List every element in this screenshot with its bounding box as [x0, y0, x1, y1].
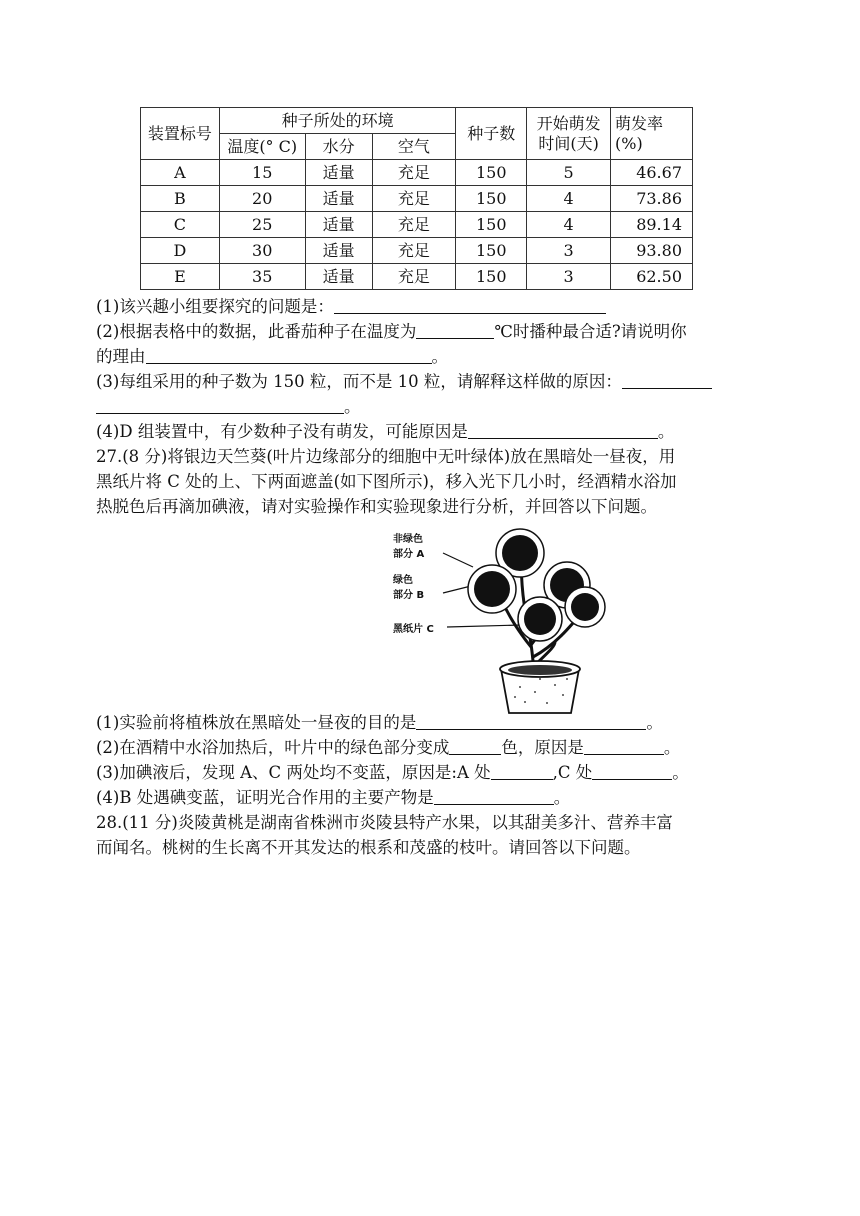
cell-device: E	[141, 264, 220, 290]
q27-item1-text: (1)实验前将植株放在黑暗处一昼夜的目的是	[96, 713, 417, 732]
header-environment: 种子所处的环境	[219, 108, 455, 134]
cell-seed-count: 150	[456, 264, 527, 290]
q28-line1: 28.(11 分)炎陵黄桃是湖南省株洲市炎陵县特产水果，以其甜美多汁、营养丰富	[96, 813, 673, 832]
header-rate	[611, 108, 693, 160]
q26-item2-text: (2)根据表格中的数据，此番茄种子在温度为	[96, 322, 417, 341]
answer-blank[interactable]	[468, 420, 658, 439]
q27-intro-line2: 黑纸片将 C 处的上、下两面遮盖(如下图所示)，移入光下几小时，经酒精水浴加	[96, 472, 677, 491]
q26-item4	[96, 420, 674, 444]
cell-temperature: 25	[219, 212, 305, 238]
label-non-green: 非绿色	[393, 534, 423, 545]
cell-seed-count: 150	[456, 160, 527, 186]
cell-rate: 46.67	[611, 160, 693, 186]
q26-item2-text-cont: ℃时播种最合适?请说明你	[494, 322, 687, 341]
q27-item2-text: (2)在酒精中水浴加热后，叶片中的绿色部分变成	[96, 738, 450, 757]
header-rate-line1: 萌发率	[615, 114, 664, 134]
cell-seed-count: 150	[456, 212, 527, 238]
cell-water: 适量	[305, 212, 372, 238]
cell-start-days: 5	[527, 160, 611, 186]
cell-water: 适量	[305, 264, 372, 290]
table-row	[141, 160, 693, 186]
label-part-a: 部分 A	[393, 549, 425, 560]
q26-item2-reason	[96, 345, 448, 369]
q28-line2: 而闻名。桃树的生长离不开其发达的根系和茂盛的枝叶。请回答以下问题。	[96, 838, 641, 857]
cell-device: C	[141, 212, 220, 238]
header-temperature: 温度(° C)	[219, 134, 305, 160]
table-row	[141, 238, 693, 264]
cell-air: 充足	[372, 264, 456, 290]
answer-blank[interactable]	[449, 736, 501, 755]
cell-temperature: 30	[219, 238, 305, 264]
q27-intro-line3: 热脱色后再滴加碘液，请对实验操作和实验现象进行分析，并回答以下问题。	[96, 497, 657, 516]
q27-item3-text: (3)加碘液后，发现 A、C 两处均不变蓝，原因是:A 处	[96, 763, 491, 782]
period: 。	[657, 422, 675, 441]
cell-water: 适量	[305, 160, 372, 186]
answer-blank[interactable]	[96, 395, 344, 414]
flower-pot	[500, 661, 580, 713]
cell-temperature: 20	[219, 186, 305, 212]
cell-air: 充足	[372, 238, 456, 264]
cell-rate: 89.14	[611, 212, 693, 238]
cell-water: 适量	[305, 238, 372, 264]
cell-device: B	[141, 186, 220, 212]
q27-item2-text-cont: 色，原因是	[501, 738, 584, 757]
cell-device: A	[141, 160, 220, 186]
q27-item2	[96, 736, 680, 760]
answer-blank[interactable]	[622, 370, 712, 389]
q26-item3	[96, 370, 712, 394]
q27-item4-text: (4)B 处遇碘变蓝，证明光合作用的主要产物是	[96, 788, 434, 807]
period: 。	[672, 763, 689, 782]
leaves	[468, 529, 605, 641]
answer-blank[interactable]	[146, 345, 432, 364]
q26-item2-reason-text: 的理由	[96, 347, 146, 366]
cell-air: 充足	[372, 212, 456, 238]
q27-item1	[96, 711, 663, 735]
answer-blank[interactable]	[592, 761, 672, 780]
header-start-days	[527, 108, 611, 160]
q26-item3-text: (3)每组采用的种子数为 150 粒，而不是 10 粒，请解释这样做的原因：	[96, 372, 622, 391]
germination-table	[140, 107, 693, 290]
q26-item1-text: (1)该兴趣小组要探究的问题是：	[96, 297, 334, 316]
q27-item3-text-cont: ,C 处	[552, 763, 593, 782]
table-row	[141, 186, 693, 212]
q27-item4	[96, 786, 570, 810]
answer-blank[interactable]	[491, 761, 553, 780]
answer-blank[interactable]	[584, 736, 664, 755]
answer-blank[interactable]	[416, 320, 494, 339]
table-row	[141, 264, 693, 290]
q26-item3-cont	[96, 395, 361, 419]
cell-device: D	[141, 238, 220, 264]
q26-item2	[96, 320, 687, 344]
label-black-paper-c: 黑纸片 C	[393, 624, 434, 635]
label-green: 绿色	[393, 575, 413, 586]
header-air: 空气	[372, 134, 456, 160]
answer-blank[interactable]	[434, 786, 554, 805]
table-row	[141, 212, 693, 238]
cell-rate: 62.50	[611, 264, 693, 290]
cell-start-days: 4	[527, 212, 611, 238]
cell-temperature: 35	[219, 264, 305, 290]
cell-temperature: 15	[219, 160, 305, 186]
header-rate-line2: (%)	[615, 133, 643, 153]
period: 。	[344, 397, 361, 416]
cell-air: 充足	[372, 160, 456, 186]
header-water: 水分	[305, 134, 372, 160]
cell-rate: 73.86	[611, 186, 693, 212]
cell-start-days: 4	[527, 186, 611, 212]
label-part-b: 部分 B	[393, 590, 425, 601]
q27-item3	[96, 761, 689, 785]
header-device: 装置标号	[141, 108, 220, 160]
cell-water: 适量	[305, 186, 372, 212]
cell-start-days: 3	[527, 238, 611, 264]
period: 。	[663, 738, 681, 757]
geranium-figure	[385, 527, 615, 717]
period: 。	[431, 347, 448, 366]
cell-seed-count: 150	[456, 186, 527, 212]
header-start-days-line2: 时间(天)	[538, 133, 599, 153]
answer-blank[interactable]	[416, 711, 646, 730]
q26-item4-text: (4)D 组装置中，有少数种子没有萌发，可能原因是	[96, 422, 468, 441]
cell-air: 充足	[372, 186, 456, 212]
q26-item1	[96, 295, 606, 319]
cell-seed-count: 150	[456, 238, 527, 264]
period: 。	[553, 788, 571, 807]
cell-start-days: 3	[527, 264, 611, 290]
q27-intro-line1: 27.(8 分)将银边天竺葵(叶片边缘部分的细胞中无叶绿体)放在黑暗处一昼夜，用	[96, 447, 676, 466]
period: 。	[646, 713, 663, 732]
cell-rate: 93.80	[611, 238, 693, 264]
answer-blank[interactable]	[334, 295, 606, 314]
header-start-days-line1: 开始萌发	[536, 114, 601, 134]
header-seed-count: 种子数	[456, 108, 527, 160]
